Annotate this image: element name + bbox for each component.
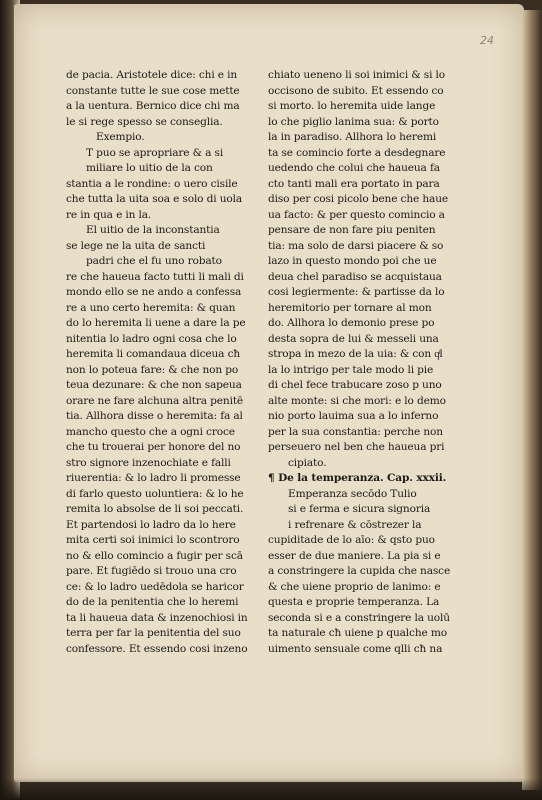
text-line: a constringere la cupida che nasce — [268, 565, 451, 577]
text-line: ta naturale cħ uiene p qualche mo — [268, 627, 447, 639]
text-line: cupiditade de lo aīo: & qsto puo — [268, 534, 435, 546]
text-line: cosi legiermente: & partisse da lo — [268, 286, 445, 298]
text-line: deua chel paradiso se acquistaua — [268, 270, 442, 283]
text-line: le si rege spesso se conseglia. — [66, 115, 223, 128]
text-line: stantia a le rondine: o uero cisile — [66, 177, 238, 190]
text-line: mita certi soi inimici lo scontroro — [66, 534, 240, 546]
text-line: per la sua constantia: perche non — [268, 425, 443, 438]
text-line: miliare lo uitio de la con — [86, 162, 213, 174]
text-line: Emperanza secōdo Tulio — [288, 487, 417, 500]
text-line: esser de due maniere. La pia si e — [268, 549, 441, 562]
text-line: de pacia. Aristotele dice: chi e in — [66, 69, 238, 81]
text-line: lazo in questo mondo poi che ue — [268, 255, 437, 267]
text-line: nio porto lauima sua a lo inferno — [268, 410, 439, 422]
text-line: & che uiene proprio de lanimo: e — [268, 580, 441, 593]
text-line: teua dezunare: & che non sapeua — [66, 379, 242, 391]
text-line: nitentia lo ladro ogni cosa che lo — [66, 332, 237, 345]
page-leaf — [14, 4, 524, 782]
text-line: pare. Et fugiēdo si trouo una cro — [66, 565, 237, 577]
text-line: diso per cosi picolo bene che haue — [268, 193, 448, 205]
text-line: alte monte: si che mori: e lo demo — [268, 394, 446, 407]
text-line: la lo intrigo per tale modo li pie — [268, 363, 434, 376]
text-line: do de la penitentia che lo heremi — [66, 596, 239, 608]
text-line: stropa in mezo de la uia: & con qͥl — [268, 348, 443, 360]
text-line: tia: ma solo de darsi piacere & so — [268, 239, 444, 252]
text-line: uedendo che colui che haueua fa — [268, 162, 440, 174]
text-line: terra per far la penitentia del suo — [66, 627, 241, 639]
text-line: ta se comincio forte a desdegnare — [268, 146, 446, 159]
text-line: El uitio de la inconstantia — [86, 224, 220, 236]
text-line: remita lo absolse de li soi peccati. — [66, 503, 244, 515]
text-line: mondo ello se ne ando a confessa — [66, 286, 242, 298]
text-line: re in qua e in la. — [66, 208, 152, 221]
page-fore-edge — [522, 10, 542, 790]
text-line: se lege ne la uita de sancti — [66, 239, 206, 252]
text-line: re a uno certo heremita: & quan — [66, 301, 236, 314]
text-line: non lo poteua fare: & che non po — [66, 363, 239, 376]
text-line: no & ello comincio a fugir per scā — [66, 549, 243, 562]
text-line: Exempio. — [96, 131, 145, 143]
text-line: che tutta la uita soa e solo di uola — [66, 193, 243, 205]
text-line: si e ferma e sicura signoria — [288, 503, 431, 515]
text-line: cto tanti mali era portato in para — [268, 177, 440, 190]
text-line: T puo se apropriare & a si — [86, 146, 224, 159]
text-line: ¶ De la temperanza. Cap. xxxii. — [268, 472, 447, 484]
text-line: perseuero nel ben che haueua pri — [268, 441, 445, 453]
text-line: lo che piglio lanima sua: & porto — [268, 115, 439, 128]
text-line: a la uentura. Bernico dice chi ma — [66, 100, 240, 112]
text-line: chiato ueneno li soi inimici & si lo — [268, 69, 446, 81]
text-line: uimento sensuale come qlli cħ na — [268, 642, 443, 655]
text-line: che tu trouerai per honore del no — [66, 441, 241, 453]
page-bottom-shadow — [0, 778, 542, 800]
right-text-column — [268, 68, 478, 657]
text-line: di farlo questo uoluntiera: & lo he — [66, 487, 244, 500]
folio-number: 24 — [480, 34, 494, 47]
text-line: heremitorio per tornare al mon — [268, 301, 432, 314]
text-line: la in paradiso. Allhora lo heremi — [268, 131, 437, 143]
text-line: ta li haueua data & inzenochiosi in — [66, 611, 248, 624]
left-text-column — [66, 68, 266, 657]
text-line: padri che el fu uno robato — [86, 255, 222, 267]
text-line: seconda si e a constringere la uolū — [268, 611, 450, 624]
text-line: occisono de subito. Et essendo co — [268, 84, 444, 97]
text-line: desta sopra de lui & messeli una — [268, 332, 439, 345]
text-line: stro signore inzenochiate e falli — [66, 456, 231, 469]
text-line: confessore. Et essendo cosi inzeno — [66, 642, 248, 655]
text-line: i refrenare & cōstrezer la — [288, 518, 422, 531]
text-line: di chel fece trabucare zoso p uno — [268, 379, 442, 391]
text-line: mancho questo che a ogni croce — [66, 425, 235, 438]
text-line: si morto. lo heremita uide lange — [268, 100, 436, 112]
text-line: ce: & lo ladro uedēdola se haricor — [66, 580, 244, 593]
text-line: pensare de non fare piu peniten — [268, 224, 436, 236]
text-line: re che haueua facto tutti li mali di — [66, 270, 244, 283]
text-line: constante tutte le sue cose mette — [66, 84, 240, 97]
text-line: orare ne fare alchuna altra penitē — [66, 394, 244, 407]
text-line: tia. Allhora disse o heremita: fa al — [66, 410, 243, 422]
text-line: questa e proprie temperanza. La — [268, 596, 440, 608]
text-line: do lo heremita li uene a dare la pe — [66, 317, 246, 329]
text-line: Et partendosi lo ladro da lo here — [66, 518, 236, 531]
text-line: do. Allhora lo demonio prese po — [268, 317, 435, 329]
text-line: riuerentia: & lo ladro li promesse — [66, 472, 241, 484]
text-line: cipiato. — [288, 456, 327, 469]
text-line: ua facto: & per questo comincio a — [268, 208, 445, 221]
text-line: heremita li comandaua diceua cħ — [66, 348, 241, 360]
